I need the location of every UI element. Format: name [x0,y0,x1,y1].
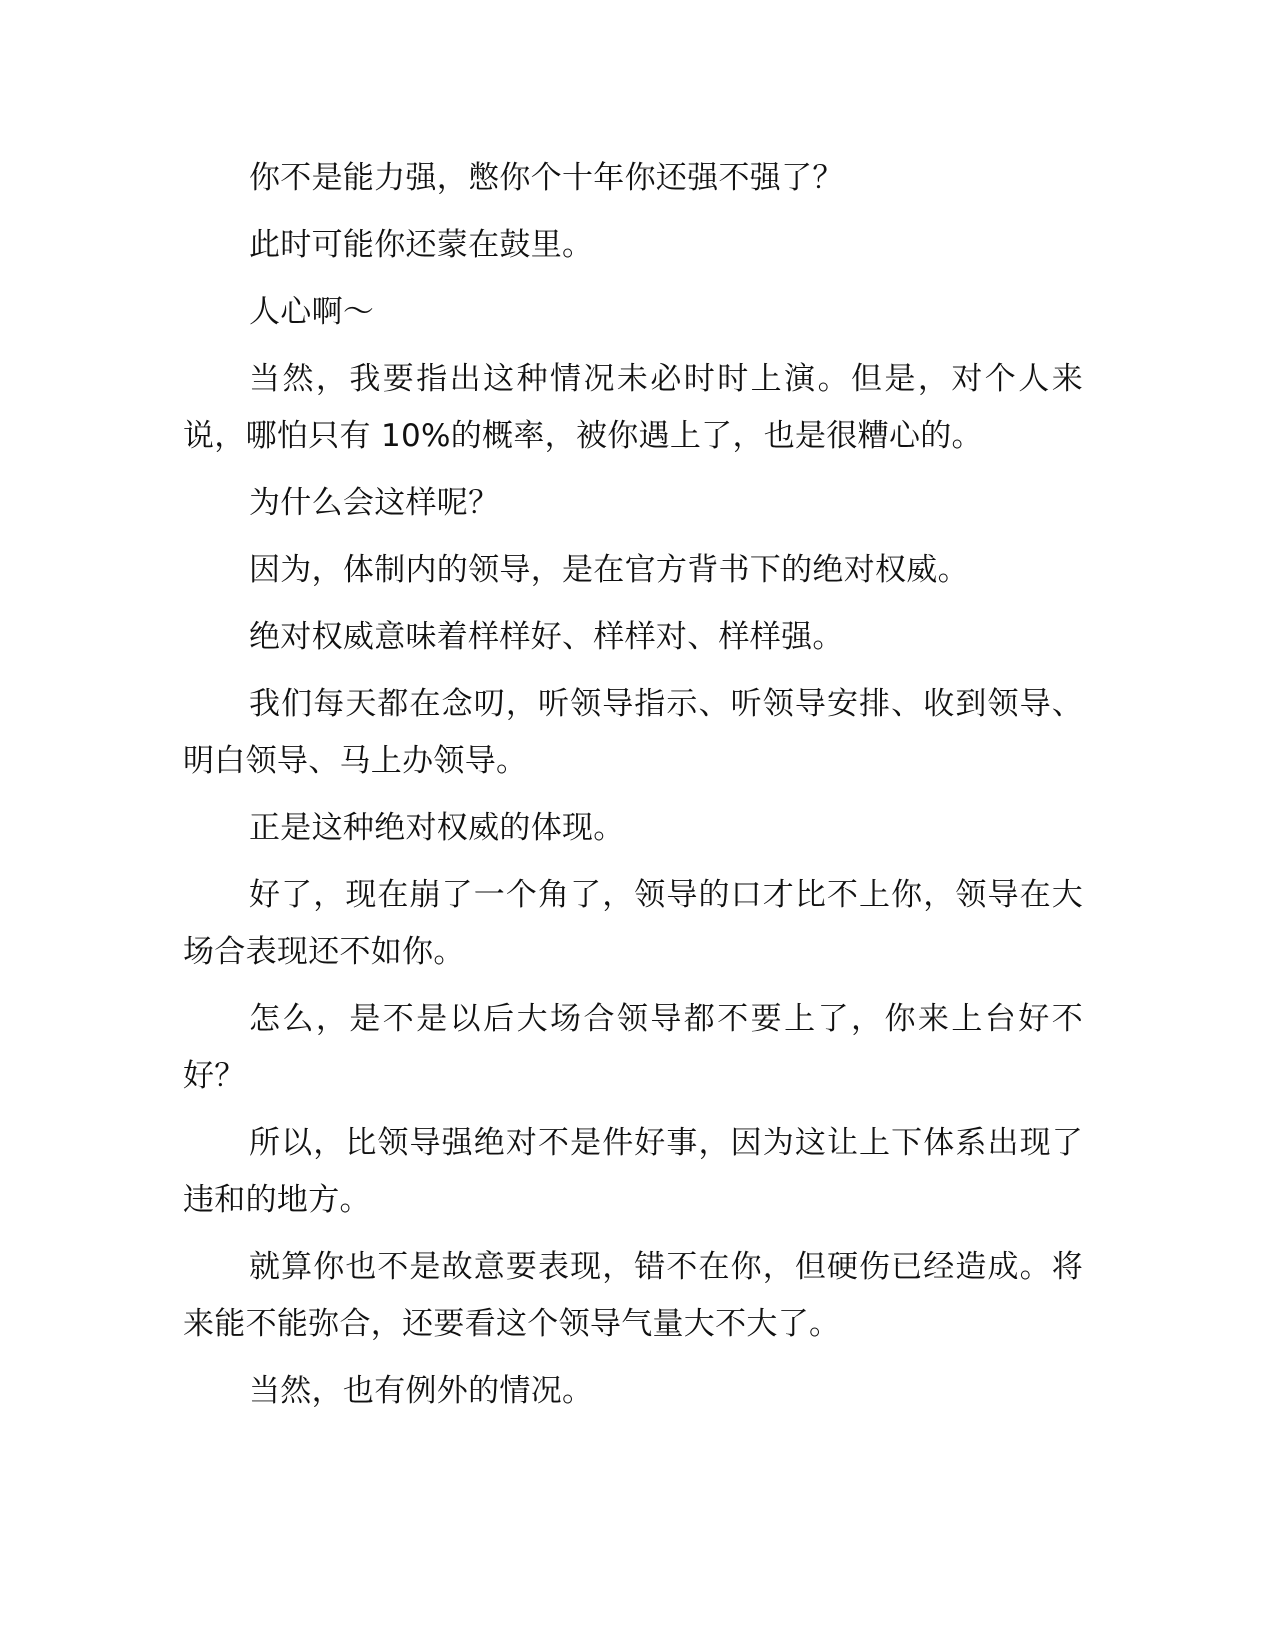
paragraph: 所以，比领导强绝对不是件好事，因为这让上下体系出现了违和的地方。 [183,1125,1083,1218]
paragraph: 正是这种绝对权威的体现。 [249,810,625,846]
paragraph: 当然，我要指出这种情况未必时时上演。但是，对个人来说，哪怕只有 10%的概率，被你遇上了，也是很糟心的。 [183,361,1083,454]
document-body [183,150,1083,1430]
paragraph: 当然，也有例外的情况。 [249,1373,594,1409]
paragraph: 好了，现在崩了一个角了，领导的口才比不上你，领导在大场合表现还不如你。 [183,877,1083,970]
paragraph: 绝对权威意味着样样好、样样对、样样强。 [249,619,844,655]
paragraph: 就算你也不是故意要表现，错不在你，但硬伤已经造成。将来能不能弥合，还要看这个领导气量大不大了。 [183,1249,1083,1342]
paragraph: 人心啊～ [249,294,375,330]
paragraph: 我们每天都在念叨，听领导指示、听领导安排、收到领导、明白领导、马上办领导。 [183,686,1083,779]
paragraph: 怎么，是不是以后大场合领导都不要上了，你来上台好不好？ [183,1001,1083,1094]
paragraph: 为什么会这样呢？ [249,485,500,521]
paragraph: 因为，体制内的领导，是在官方背书下的绝对权威。 [249,552,969,588]
paragraph: 此时可能你还蒙在鼓里。 [249,227,594,263]
paragraph: 你不是能力强，憋你个十年你还强不强了？ [249,160,844,196]
